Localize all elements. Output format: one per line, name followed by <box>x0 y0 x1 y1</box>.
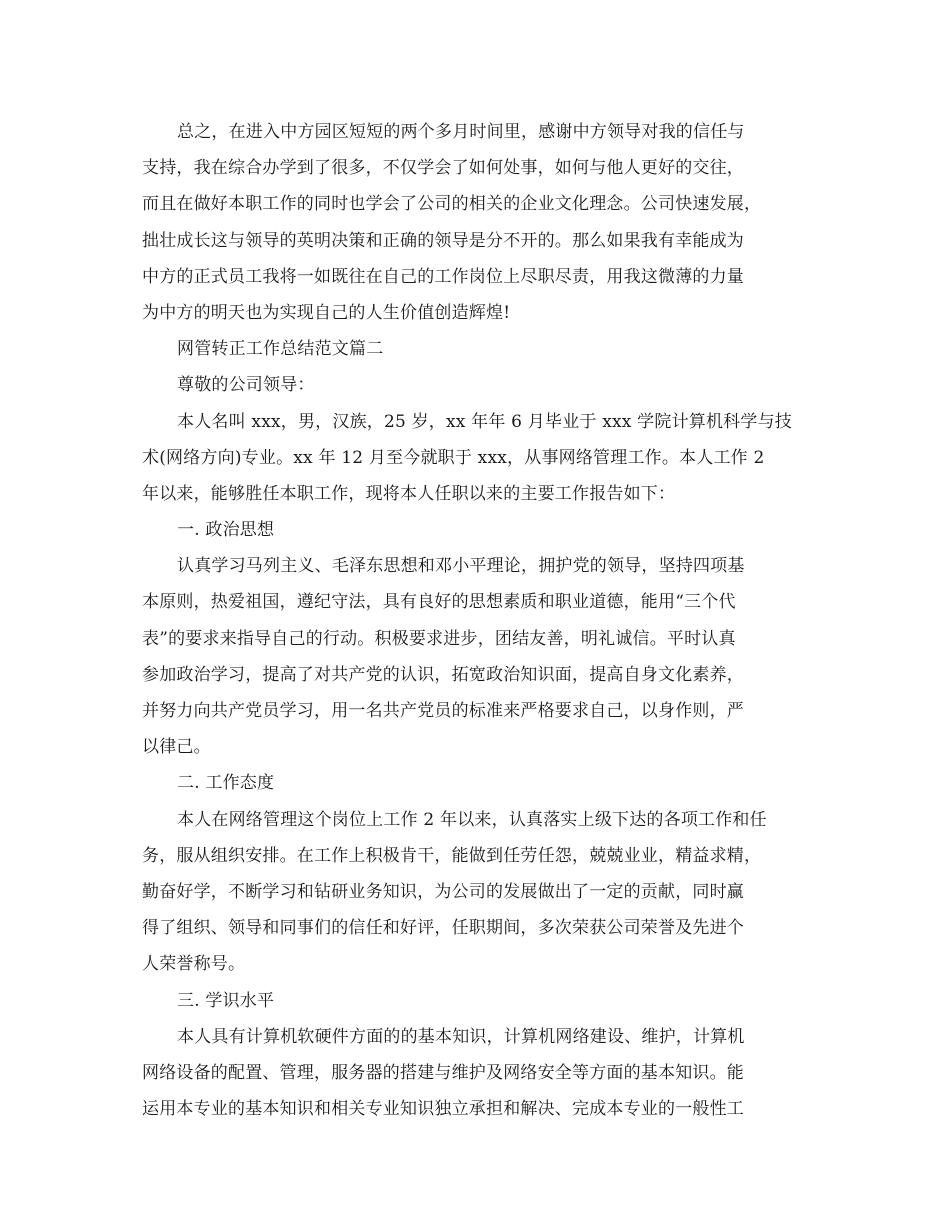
text-line: 得了组织、领导和同事们的信任和好评，任职期间，多次荣获公司荣誉及先进个 <box>142 918 744 939</box>
text-line: 运用本专业的基本知识和相关专业知识独立承担和解决、完成本专业的一般性工 <box>142 1099 744 1120</box>
text-line: 勤奋好学，不断学习和钻研业务知识，为公司的发展做出了一定的贡献，同时赢 <box>142 881 744 902</box>
text-line: 网管转正工作总结范文篇二 <box>177 339 384 360</box>
text-line: 中方的正式员工我将一如既往在自己的工作岗位上尽职尽责，用我这微薄的力量 <box>142 266 744 287</box>
text-line: 而且在做好本职工作的同时也学会了公司的相关的企业文化理念。公司快速发展， <box>142 194 762 215</box>
document-body <box>142 114 822 1127</box>
text-line: 网络设备的配置、管理，服务器的搭建与维护及网络安全等方面的基本知识。能 <box>142 1062 744 1083</box>
text-line: 以律己。 <box>142 737 211 758</box>
text-line: 年以来，能够胜任本职工作，现将本人任职以来的主要工作报告如下： <box>142 483 676 504</box>
text-line: 支持，我在综合办学到了很多，不仅学会了如何处事，如何与他人更好的交往， <box>142 158 744 179</box>
text-line: 参加政治学习，提高了对共产党的认识，拓宽政治知识面，提高自身文化素养， <box>142 664 744 685</box>
text-line: 认真学习马列主义、毛泽东思想和邓小平理论，拥护党的领导，坚持四项基 <box>177 556 745 577</box>
text-line: 并努力向共产党员学习，用一名共产党员的标准来严格要求自己，以身作则，严 <box>142 701 744 721</box>
text-line: 术(网络方向)专业。xx 年 12 月至今就职于 xxx，从事网络管理工作。本人工作 2 <box>142 447 765 468</box>
text-line: 表”的要求来指导自己的行动。积极要求进步，团结友善，明礼诚信。平时认真 <box>142 628 736 649</box>
text-line: 本人在网络管理这个岗位上工作 2 年以来，认真落实上级下达的各项工作和任 <box>177 809 767 830</box>
text-line: 一. 政治思想 <box>177 520 275 541</box>
text-line: 三. 学识水平 <box>177 990 275 1011</box>
text-line: 尊敬的公司领导： <box>177 375 315 396</box>
text-line: 本原则，热爱祖国，遵纪守法，具有良好的思想素质和职业道德，能用“三个代 <box>142 592 736 613</box>
text-line: 拙壮成长这与领导的英明决策和正确的领导是分不开的。那么如果我有幸能成为 <box>142 230 744 251</box>
text-line: 总之，在进入中方园区短短的两个多月时间里，感谢中方领导对我的信任与 <box>177 122 745 142</box>
text-line: 二. 工作态度 <box>177 773 275 794</box>
text-line: 为中方的明天也为实现自己的人生价值创造辉煌! <box>142 302 511 323</box>
text-line: 人荣誉称号。 <box>142 954 246 975</box>
text-line: 务，服从组织安排。在工作上积极肯干，能做到任劳任怨，兢兢业业，精益求精， <box>142 845 762 866</box>
text-line: 本人具有计算机软硬件方面的的基本知识，计算机网络建设、维护，计算机 <box>177 1026 745 1047</box>
text-line: 本人名叫 xxx，男，汉族，25 岁，xx 年年 6 月毕业于 xxx 学院计算机科学与技 <box>177 411 792 432</box>
